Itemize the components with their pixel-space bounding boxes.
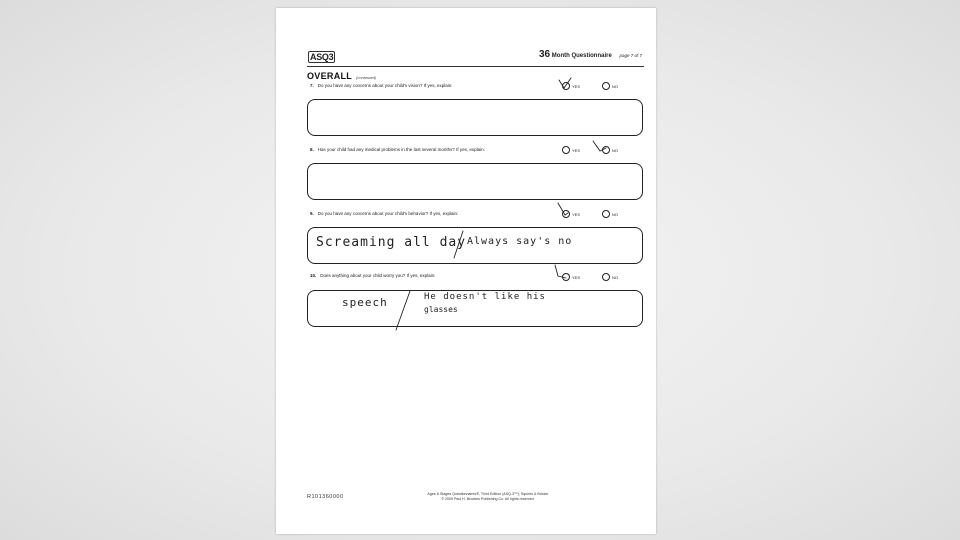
radio-circle-icon (562, 273, 570, 281)
q9-yes-option[interactable]: YES (562, 210, 580, 218)
questionnaire-page (276, 8, 656, 534)
page-header (308, 49, 642, 65)
radio-circle-icon (562, 210, 570, 218)
question-9: 9. Do you have any concerns about your child's behavior? If yes, explain: (310, 211, 459, 216)
question-7: 7. Do you have any concerns about your child's vision? If yes, explain: (310, 83, 453, 88)
q9-handwriting-a: Screaming all day (316, 235, 467, 250)
q8-answer-box[interactable] (307, 163, 643, 200)
q8-no-option[interactable]: NO (602, 146, 618, 154)
q10-handwriting-b: He doesn't like his (424, 292, 546, 302)
question-8: 8. Has your child had any medical problems in the last several months? If yes, explain: (310, 147, 485, 152)
q7-answer-box[interactable] (307, 99, 643, 136)
month-number: 36 (539, 49, 551, 60)
radio-circle-icon (602, 146, 610, 154)
radio-circle-icon (602, 273, 610, 281)
copyright-notice: Ages & Stages Questionnaires®, Third Edition (ASQ-3™), Squires & Bricker © 2009 Paul H. Brookes Publishing Co. All rights reserved. (427, 492, 549, 501)
q10-handwriting-a: speech (342, 296, 388, 309)
q10-yes-option[interactable]: YES (562, 273, 580, 281)
q7-yes-option[interactable]: YES (562, 82, 580, 90)
radio-circle-icon (602, 210, 610, 218)
header-rule (307, 66, 644, 67)
question-10: 10. Does anything about your child worry you? If yes, explain: (310, 273, 436, 278)
q9-no-option[interactable]: NO (602, 210, 618, 218)
q9-handwriting-b: Always say's no (467, 236, 573, 247)
title-text: Month Questionnaire (551, 53, 612, 59)
section-subtitle: (continued) (356, 75, 377, 80)
q10-handwriting-c: glasses (424, 305, 458, 314)
page-number: page 7 of 7 (619, 53, 642, 58)
section-title: OVERALL (307, 71, 353, 81)
radio-circle-icon (562, 82, 570, 90)
q8-yes-option[interactable]: YES (562, 146, 580, 154)
radio-circle-icon (602, 82, 610, 90)
asq-logo: ASQ3 (310, 52, 334, 62)
radio-circle-icon (562, 146, 570, 154)
form-code: R101360000 (307, 494, 344, 500)
q7-no-option[interactable]: NO (602, 82, 618, 90)
questionnaire-title (539, 49, 642, 60)
q10-no-option[interactable]: NO (602, 273, 618, 281)
